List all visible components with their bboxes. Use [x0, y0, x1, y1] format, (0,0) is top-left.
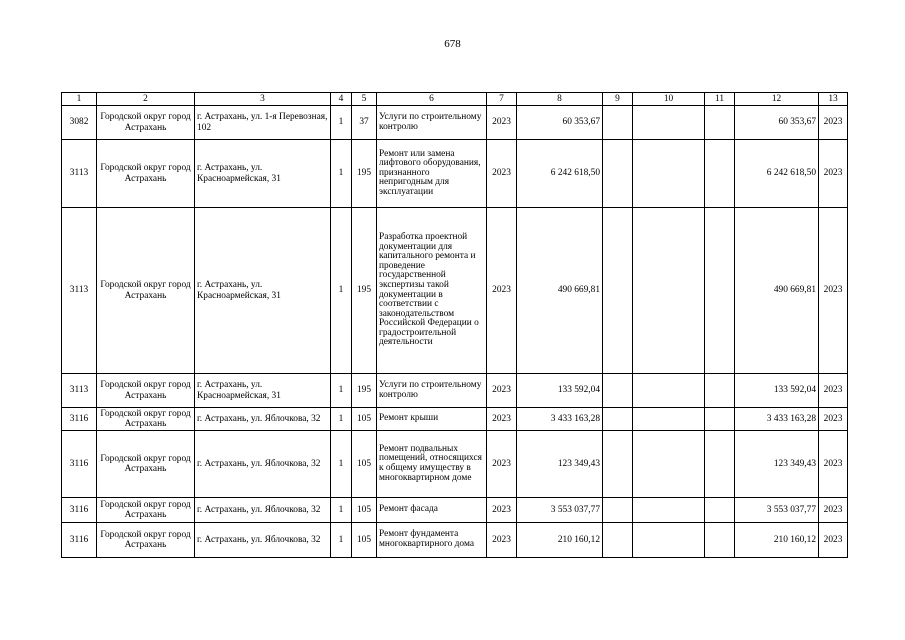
cell-address: г. Астрахань, ул. Яблочкова, 32 [195, 431, 331, 498]
header-row [62, 93, 848, 106]
table-row [62, 523, 848, 558]
cell-district: Городской округ город Астрахань [97, 106, 195, 140]
cell-col5: 37 [352, 106, 377, 140]
table-row [62, 374, 848, 408]
cell-col4: 1 [331, 374, 352, 408]
cell-col11 [705, 408, 735, 431]
cell-col10 [633, 523, 705, 558]
cell-number: 3113 [62, 140, 97, 208]
cell-total: 60 353,67 [735, 106, 819, 140]
cell-col11 [705, 208, 735, 374]
cell-work-type: Ремонт или замена лифтового оборудования, признанного непригодным для эксплуатации [377, 140, 487, 208]
cell-district: Городской округ город Астрахань [97, 498, 195, 523]
cell-district: Городской округ город Астрахань [97, 408, 195, 431]
cell-col4: 1 [331, 106, 352, 140]
cell-year: 2023 [487, 374, 517, 408]
cell-address: г. Астрахань, ул. Яблочкова, 32 [195, 498, 331, 523]
cell-total: 133 592,04 [735, 374, 819, 408]
cell-col13: 2023 [819, 374, 848, 408]
column-header: 11 [705, 93, 735, 106]
cell-col10 [633, 140, 705, 208]
cell-total: 3 553 037,77 [735, 498, 819, 523]
cell-col5: 195 [352, 374, 377, 408]
cell-total: 3 433 163,28 [735, 408, 819, 431]
column-header: 6 [377, 93, 487, 106]
cell-col9 [603, 523, 633, 558]
cell-col5: 105 [352, 431, 377, 498]
cell-work-type: Ремонт фасада [377, 498, 487, 523]
cell-col4: 1 [331, 431, 352, 498]
cell-col11 [705, 523, 735, 558]
cell-year: 2023 [487, 408, 517, 431]
cell-district: Городской округ город Астрахань [97, 374, 195, 408]
cell-amount: 6 242 618,50 [517, 140, 603, 208]
table-row [62, 498, 848, 523]
cell-col4: 1 [331, 208, 352, 374]
table-row [62, 208, 848, 374]
cell-work-type: Услуги по строительному контролю [377, 374, 487, 408]
column-header: 7 [487, 93, 517, 106]
cell-amount: 3 433 163,28 [517, 408, 603, 431]
cell-number: 3082 [62, 106, 97, 140]
cell-col9 [603, 431, 633, 498]
cell-number: 3116 [62, 498, 97, 523]
cell-col13: 2023 [819, 140, 848, 208]
table-row [62, 408, 848, 431]
cell-col9 [603, 498, 633, 523]
cell-amount: 133 592,04 [517, 374, 603, 408]
cell-col11 [705, 498, 735, 523]
cell-col11 [705, 431, 735, 498]
column-header: 4 [331, 93, 352, 106]
cell-address: г. Астрахань, ул. Красноармейская, 31 [195, 140, 331, 208]
cell-col5: 105 [352, 523, 377, 558]
cell-work-type: Услуги по строительному контролю [377, 106, 487, 140]
cell-number: 3116 [62, 431, 97, 498]
cell-col10 [633, 106, 705, 140]
cell-col13: 2023 [819, 106, 848, 140]
cell-col11 [705, 140, 735, 208]
column-header: 5 [352, 93, 377, 106]
cell-col10 [633, 374, 705, 408]
cell-col13: 2023 [819, 208, 848, 374]
table-row [62, 106, 848, 140]
cell-col5: 195 [352, 140, 377, 208]
cell-work-type: Разработка проектной документации для капитального ремонта и проведение государственной экспертизы такой документации в соответствии с законодательством Российской Федерации о градостроительной деятельности [377, 208, 487, 374]
cell-col10 [633, 498, 705, 523]
cell-amount: 123 349,43 [517, 431, 603, 498]
cell-amount: 210 160,12 [517, 523, 603, 558]
cell-address: г. Астрахань, ул. Яблочкова, 32 [195, 408, 331, 431]
cell-amount: 490 669,81 [517, 208, 603, 374]
cell-col4: 1 [331, 140, 352, 208]
cell-address: г. Астрахань, ул. Красноармейская, 31 [195, 208, 331, 374]
cell-number: 3116 [62, 408, 97, 431]
cell-amount: 60 353,67 [517, 106, 603, 140]
cell-col5: 105 [352, 408, 377, 431]
table-body [62, 106, 848, 558]
cell-total: 210 160,12 [735, 523, 819, 558]
cell-year: 2023 [487, 106, 517, 140]
cell-col13: 2023 [819, 498, 848, 523]
cell-district: Городской округ город Астрахань [97, 208, 195, 374]
cell-col11 [705, 374, 735, 408]
cell-col4: 1 [331, 523, 352, 558]
cell-col13: 2023 [819, 431, 848, 498]
column-header: 8 [517, 93, 603, 106]
cell-year: 2023 [487, 140, 517, 208]
cell-col9 [603, 374, 633, 408]
cell-work-type: Ремонт подвальных помещений, относящихся к общему имуществу в многоквартирном доме [377, 431, 487, 498]
cell-col10 [633, 431, 705, 498]
cell-col9 [603, 140, 633, 208]
cell-col4: 1 [331, 408, 352, 431]
table-row [62, 140, 848, 208]
cell-number: 3113 [62, 208, 97, 374]
cell-year: 2023 [487, 431, 517, 498]
cell-year: 2023 [487, 208, 517, 374]
cell-col10 [633, 408, 705, 431]
cell-total: 6 242 618,50 [735, 140, 819, 208]
cell-col10 [633, 208, 705, 374]
cell-year: 2023 [487, 498, 517, 523]
cell-col5: 105 [352, 498, 377, 523]
cell-address: г. Астрахань, ул. Красноармейская, 31 [195, 374, 331, 408]
cell-col4: 1 [331, 498, 352, 523]
column-header: 13 [819, 93, 848, 106]
cell-col9 [603, 106, 633, 140]
page-number: 678 [444, 38, 461, 50]
column-header: 1 [62, 93, 97, 106]
cell-address: г. Астрахань, ул. Яблочкова, 32 [195, 523, 331, 558]
cell-col11 [705, 106, 735, 140]
cell-address: г. Астрахань, ул. 1-я Перевозная, 102 [195, 106, 331, 140]
cell-total: 123 349,43 [735, 431, 819, 498]
cell-col9 [603, 208, 633, 374]
cell-year: 2023 [487, 523, 517, 558]
cell-number: 3116 [62, 523, 97, 558]
cell-number: 3113 [62, 374, 97, 408]
table-row [62, 431, 848, 498]
cell-work-type: Ремонт фундамента многоквартирного дома [377, 523, 487, 558]
cell-col5: 195 [352, 208, 377, 374]
registry-table [61, 92, 848, 558]
column-header: 10 [633, 93, 705, 106]
column-header: 9 [603, 93, 633, 106]
cell-col13: 2023 [819, 523, 848, 558]
cell-total: 490 669,81 [735, 208, 819, 374]
cell-district: Городской округ город Астрахань [97, 431, 195, 498]
cell-col9 [603, 408, 633, 431]
column-header: 3 [195, 93, 331, 106]
cell-col13: 2023 [819, 408, 848, 431]
cell-district: Городской округ город Астрахань [97, 140, 195, 208]
cell-district: Городской округ город Астрахань [97, 523, 195, 558]
cell-work-type: Ремонт крыши [377, 408, 487, 431]
column-header: 2 [97, 93, 195, 106]
column-header: 12 [735, 93, 819, 106]
cell-amount: 3 553 037,77 [517, 498, 603, 523]
